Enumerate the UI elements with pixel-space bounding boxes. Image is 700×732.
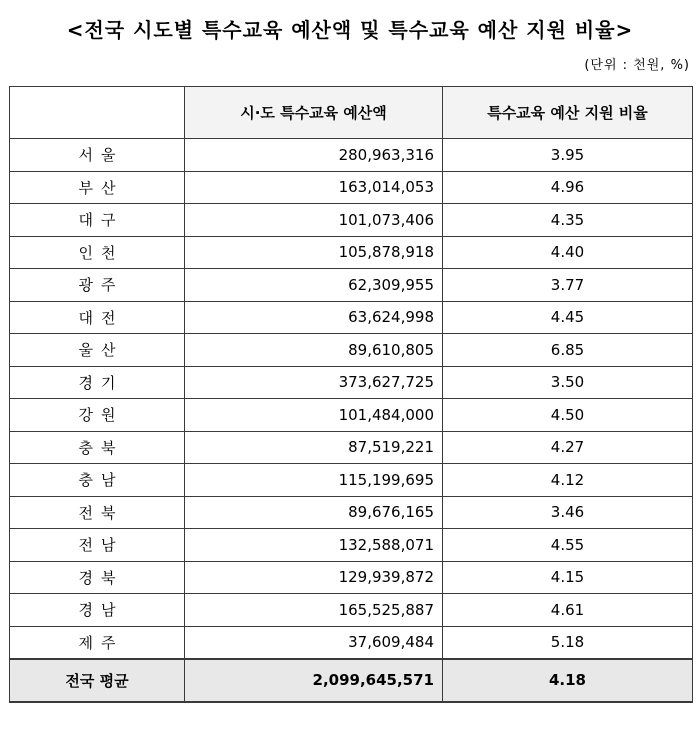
budget-cell: 115,199,695 [185,464,443,497]
table-row [10,464,693,497]
header-corner-cell [10,87,185,139]
budget-cell: 163,014,053 [185,171,443,204]
table-row [10,561,693,594]
region-cell: 경북 [10,561,185,594]
budget-cell: 63,624,998 [185,301,443,334]
region-cell: 경남 [10,594,185,627]
table-row [10,301,693,334]
table-row [10,334,693,367]
table-row [10,626,693,659]
table-row [10,496,693,529]
unit-note: (단위 : 천원, %) [584,58,690,73]
table-row [10,204,693,237]
ratio-cell: 4.96 [443,171,693,204]
ratio-cell: 4.12 [443,464,693,497]
table-row [10,139,693,172]
region-cell: 경기 [10,366,185,399]
budget-table [9,86,693,703]
region-cell: 서울 [10,139,185,172]
budget-cell: 37,609,484 [185,626,443,659]
budget-cell: 280,963,316 [185,139,443,172]
document-title: <전국 시도별 특수교육 예산액 및 특수교육 예산 지원 비율> [66,18,634,42]
ratio-cell: 4.40 [443,236,693,269]
table-row [10,236,693,269]
table-row [10,269,693,302]
budget-cell: 129,939,872 [185,561,443,594]
total-ratio-cell: 4.18 [443,659,693,702]
region-cell: 제주 [10,626,185,659]
ratio-cell: 4.45 [443,301,693,334]
region-cell: 부산 [10,171,185,204]
region-cell: 전남 [10,529,185,562]
budget-cell: 101,073,406 [185,204,443,237]
table-row [10,594,693,627]
ratio-cell: 3.95 [443,139,693,172]
ratio-cell: 4.27 [443,431,693,464]
table-row [10,366,693,399]
budget-cell: 101,484,000 [185,399,443,432]
ratio-cell: 3.46 [443,496,693,529]
ratio-cell: 6.85 [443,334,693,367]
ratio-cell: 4.55 [443,529,693,562]
table-row [10,529,693,562]
ratio-cell: 4.15 [443,561,693,594]
region-cell: 강원 [10,399,185,432]
total-row [10,659,693,702]
ratio-cell: 5.18 [443,626,693,659]
region-cell: 광주 [10,269,185,302]
budget-cell: 132,588,071 [185,529,443,562]
header-ratio: 특수교육 예산 지원 비율 [443,87,693,139]
region-cell: 인천 [10,236,185,269]
budget-cell: 373,627,725 [185,366,443,399]
budget-cell: 87,519,221 [185,431,443,464]
ratio-cell: 3.77 [443,269,693,302]
region-cell: 전북 [10,496,185,529]
region-cell: 충북 [10,431,185,464]
region-cell: 충남 [10,464,185,497]
table-row [10,399,693,432]
table-header-row [10,87,693,139]
region-cell: 대구 [10,204,185,237]
header-budget: 시·도 특수교육 예산액 [185,87,443,139]
region-cell: 울산 [10,334,185,367]
total-label-cell: 전국 평균 [10,659,185,702]
budget-cell: 89,610,805 [185,334,443,367]
table-row [10,171,693,204]
ratio-cell: 4.35 [443,204,693,237]
region-cell: 대전 [10,301,185,334]
ratio-cell: 4.61 [443,594,693,627]
ratio-cell: 4.50 [443,399,693,432]
budget-cell: 89,676,165 [185,496,443,529]
budget-cell: 105,878,918 [185,236,443,269]
ratio-cell: 3.50 [443,366,693,399]
total-budget-cell: 2,099,645,571 [185,659,443,702]
budget-cell: 62,309,955 [185,269,443,302]
budget-cell: 165,525,887 [185,594,443,627]
table-row [10,431,693,464]
